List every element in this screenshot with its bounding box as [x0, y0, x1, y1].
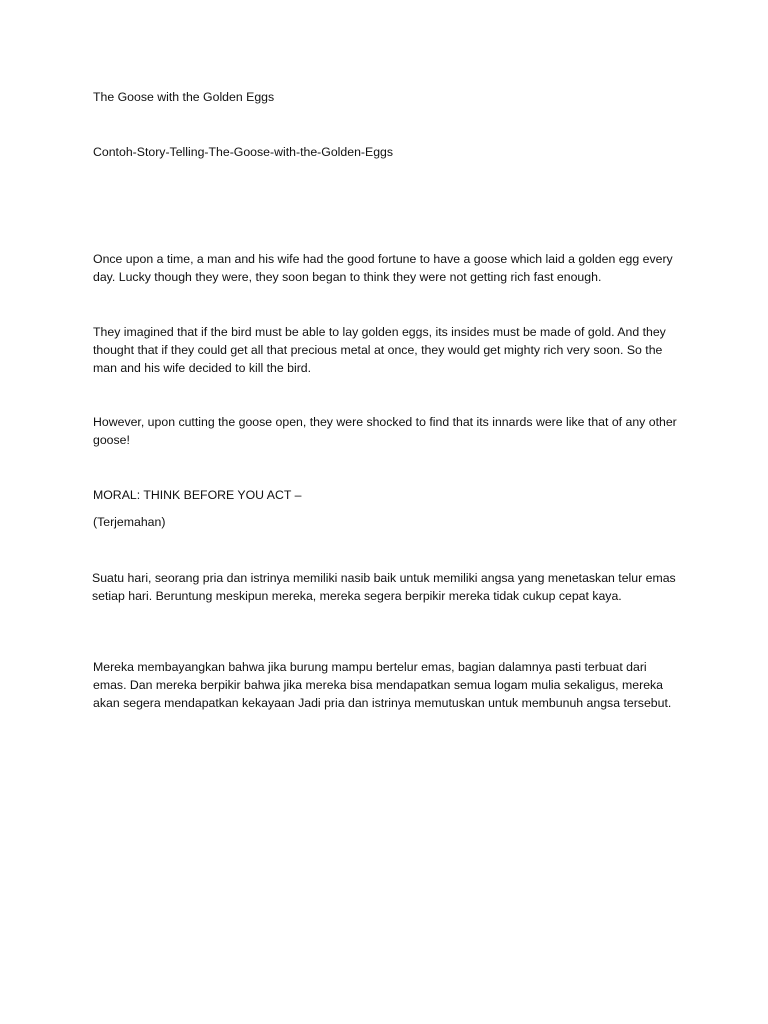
story-paragraph-en-2: They imagined that if the bird must be able to lay golden eggs, its insides must be made of gold. And they thought that if they could get all that precious metal at once, they would get mighty rich very soon. So the man and his wife decided to kill the bird.: [93, 325, 666, 375]
translation-label: (Terjemahan): [93, 515, 166, 529]
story-paragraph-en-1: Once upon a time, a man and his wife had the good fortune to have a goose which laid a golden egg every day. Lucky though they were, they soon began to think they were not getting rich fast enough.: [93, 252, 673, 284]
moral-line: MORAL: THINK BEFORE YOU ACT –: [93, 488, 302, 502]
story-paragraph-id-2: Mereka membayangkan bahwa jika burung mampu bertelur emas, bagian dalamnya pasti terbuat dari emas. Dan mereka berpikir bahwa jika mereka bisa mendapatkan semua logam mulia sekaligus, mereka akan segera mendapatkan kekayaan Jadi pria dan istrinya memutuskan untuk membunuh angsa tersebut.: [93, 660, 672, 710]
document-title: The Goose with the Golden Eggs: [93, 90, 275, 104]
image-caption: Contoh-Story-Telling-The-Goose-with-the-Golden-Eggs: [93, 145, 394, 159]
story-paragraph-en-3: However, upon cutting the goose open, they were shocked to find that its innards were like that of any other goose!: [93, 415, 677, 447]
story-paragraph-id-1: Suatu hari, seorang pria dan istrinya memiliki nasib baik untuk memiliki angsa yang menetaskan telur emas setiap hari. Beruntung meskipun mereka, mereka segera berpikir mereka tidak cukup cepat kaya.: [92, 571, 676, 603]
